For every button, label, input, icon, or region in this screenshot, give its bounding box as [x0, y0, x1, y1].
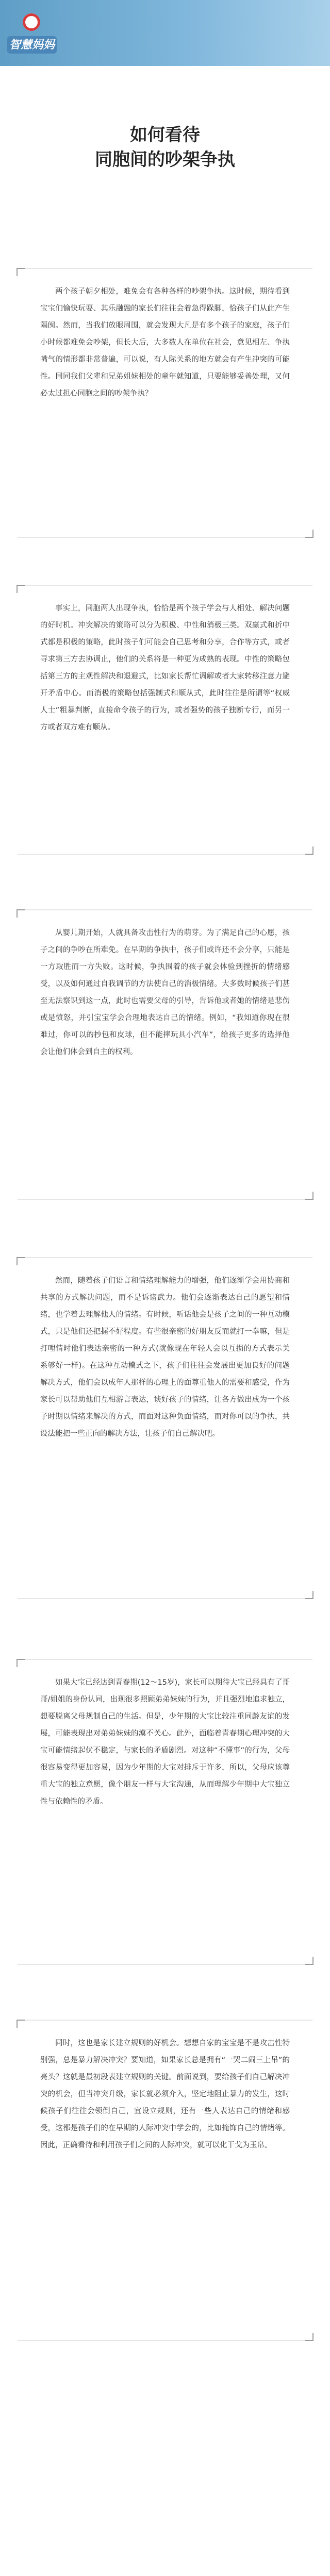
paragraph-text: 从婴儿期开始，人就具备攻击性行为的萌芽。为了满足自己的心愿，孩子之间的争吵在所难免。在早期的争执中，孩子们或许还不会分享，只能是一方取胜而一方失败。这时候，争执围着的孩子就会体验到挫折的情绪感受，以及如何通过自我调节的方法使自己的消极情绪。大多数时候孩子们甚至无法察识到这一点，此时也需要父母的引导，告诉他或者她的情绪是悲伤或是愤怒，并引宝宝学会合理地表达自己的情绪。例如，“我知道你现在很难过，你可以的抄包和皮球，但不能摔玩具小汽车”，给孩子更多的选择他会让他们体会到自主的权利。 [40, 929, 290, 1056]
paragraph-section [18, 2020, 312, 2341]
logo-text: 智慧妈妈 [7, 36, 57, 54]
corner-bracket [16, 268, 25, 276]
corner-bracket [16, 1257, 25, 1265]
paragraph-text: 如果大宝已经达到青春期(12～15岁)，家长可以期待大宝已经具有了哥哥/姐姐的身份认同，出现很多照顾弟弟妹妹的行为，并且强烈地追求独立，想要脱离父母规制自己的生活。但是，少年期的大宝比较注重同龄友谊的发展，可能表现出对弟弟妹妹的漠不关心。此外，面临着青春期心理冲突的大宝可能情绪起伏不稳定，与家长的矛盾剧烈。对这种“不懂事”的行为，父母很容易变得更加容易，因为少年期的大宝对排斥于许多，所以，父母应该尊重大宝的独立意愿，像个朋友一样与大宝沟通，从而理解少年期中大宝独立性与依赖性的矛盾。 [40, 1679, 290, 1806]
logo [7, 11, 57, 56]
corner-bracket [305, 1957, 314, 1965]
paragraph-section [18, 268, 312, 538]
corner-bracket [305, 846, 314, 855]
paragraph-text: 事实上，同胞两人出现争执，恰恰是两个孩子学会与人相处、解决问题的好时机。冲突解决的策略可以分为积极、中性和消极三类。双赢式和折中式都是积极的策略，此时孩子们可能会自己思考和分享，合作等方式，或者寻求第三方去协调止，他们的关系将是一种更为成熟的表现。中性的策略包括第三方的主观性解决和退避式，比如家长帮忙调解或者大家转移注意力避开矛盾中心。而消极的策略包括强制式和顺从式，此时往往是所谓等“权威人士”粗暴判断，直接命令孩子的行为，或者强势的孩子独断专行，而另一方或者双方难有顺从。 [40, 604, 290, 732]
heart-icon [23, 13, 40, 31]
corner-bracket [305, 1192, 314, 1200]
corner-bracket [305, 2333, 314, 2341]
corner-bracket [305, 530, 314, 538]
paragraph-text: 同时，这也是家长建立规则的好机会。想想自家的宝宝是不是攻击性特别强，总是暴力解决冲突？要知道，如果家长总是拥有“一哭二闹三上吊”的亮头？这就是最初段表建立规则的关键。前面说到，要给孩子们自己解决冲突的机会，但当冲突升级，家长就必须介入，坚定地阻止暴力的发生，这时候孩子们往往会领倒自己，宜设立规则，还有一些人表达自己的情绪和感受，这都是孩子们的在早期的人际冲突中学会的，比如掩饰自己的情绪等。因此，正确看待和利用孩子们之间的人际冲突，就可以化干戈为玉帛。 [40, 2039, 290, 2149]
paragraph-section [18, 1659, 312, 1965]
title-line-2: 同胞间的吵架争执 [95, 149, 235, 170]
corner-bracket [305, 1591, 314, 1599]
paragraph-section [18, 909, 312, 1200]
paragraph-section [18, 585, 312, 855]
corner-bracket [16, 2020, 25, 2028]
paragraph-section [18, 1257, 312, 1599]
corner-bracket [16, 585, 25, 593]
paragraph-text: 两个孩子朝夕相处，难免会有各种各样的吵架争执。这时候，期待看到宝宝们愉快玩耍、其乐融融的家长们往往会着急得跺脚，恰孩子们从此产生隔阂。然而，当我们放眼周围，就会发现大凡是有多个孩子的家庭，孩子们小时候都难免会吵架，但长大后，大多数人在单位在社会，意见相左、争执嘴气的情形都非常普遍，可以说，有人际关系的地方就会有产生冲突的可能性。同同我们父辈和兄弟姐妹相处的童年就知道，只要能够妥善处理，又何必太过担心同胞之间的吵架争执？ [40, 287, 290, 398]
article-title [0, 123, 330, 172]
corner-bracket [16, 909, 25, 918]
paragraph-text: 然而，随着孩子们语言和情绪理解能力的增强，他们逐渐学会用协商和共享的方式解决问题，而不是诉诸武力。他们会逐渐表达自己的愿望和情绪，也学着去理解他人的情绪。有时候，听话他会是孩子之间的一种互动模式，只是他们还把握不好程度。有些很亲密的好朋友反而就打一拳嘛，但是打哩情时他们表达亲密的一种方式(就像现在年轻人会以互损的方式表示关系够好一样)。在这种互动模式之下，孩子们往往会发展出更加良好的问题解决方式，他们会以成年人那样的心理上的面尊重他人的需要和感受，作为家长可以帮助他们互相游言表达，谈好孩子的情绪，让各方做出成为一个孩子时期以情绪来解决的方式，而面对这种负面情绪，而对你可以的争执，共设法能把一些正向的解决方法，让孩子们自己解决吧。 [40, 1277, 290, 1438]
title-line-1: 如何看待 [130, 125, 200, 145]
corner-bracket [16, 1659, 25, 1667]
